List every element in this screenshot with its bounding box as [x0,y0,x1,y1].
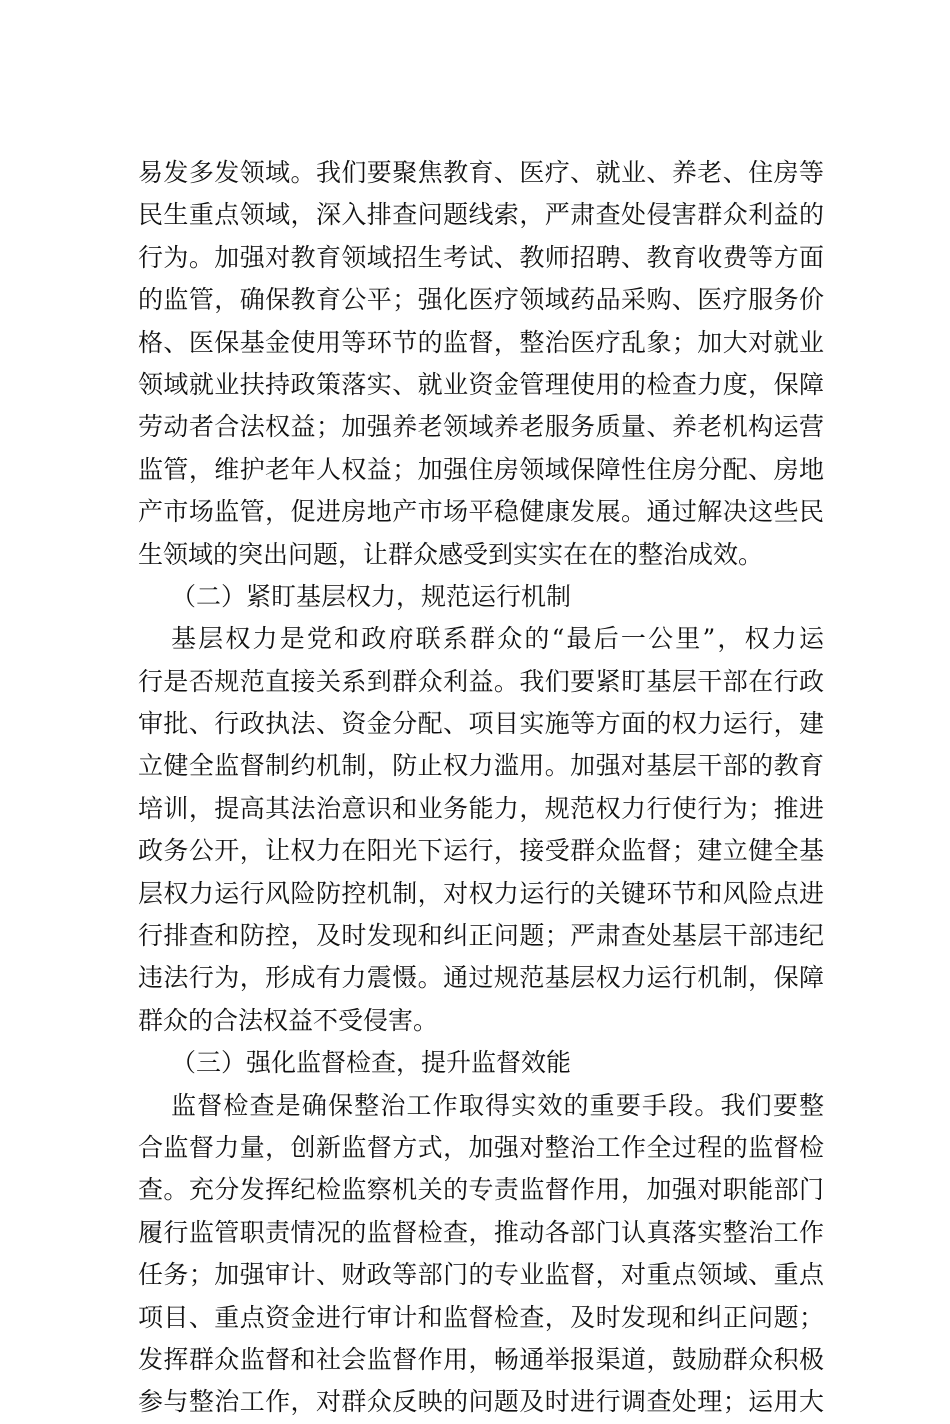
paragraph-line: 参与整治工作，对群众反映的问题及时进行调查处理；运用大 [138,1387,824,1417]
paragraph-line: 格、医保基金使用等环节的监督，整治医疗乱象；加大对就业 [138,327,824,357]
paragraph-line: 查。充分发挥纪检监察机关的专责监督作用，加强对职能部门 [138,1175,824,1205]
paragraph-line: 政务公开，让权力在阳光下运行，接受群众监督；建立健全基 [138,836,824,866]
document-body [138,152,824,1424]
paragraph-line: 行排查和防控，及时发现和纠正问题；严肃查处基层干部违纪 [138,921,824,951]
paragraph-line: 的监管，确保教育公平；强化医疗领域药品采购、医疗服务价 [138,285,824,315]
paragraph-3 [138,1085,824,1424]
paragraph-line: 审批、行政执法、资金分配、项目实施等方面的权力运行，建 [138,709,824,739]
paragraph-1 [138,152,824,576]
paragraph-line: 履行监管职责情况的监督检查，推动各部门认真落实整治工作 [138,1217,824,1247]
paragraph-line: 领域就业扶持政策落实、就业资金管理使用的检查力度，保障 [138,369,824,399]
paragraph-line: 基层权力是党和政府联系群众的“最后一公里”，权力运 [171,624,824,654]
paragraph-line: 培训，提高其法治意识和业务能力，规范权力行使行为；推进 [138,793,824,823]
paragraph-line: 易发多发领域。我们要聚焦教育、医疗、就业、养老、住房等 [138,158,824,187]
paragraph-line: 违法行为，形成有力震慑。通过规范基层权力运行机制，保障 [138,963,824,993]
paragraph-line: 民生重点领域，深入排查问题线索，严肃查处侵害群众利益的 [138,200,824,230]
paragraph-line: 监管，维护老年人权益；加强住房领域保障性住房分配、房地 [138,454,824,484]
paragraph-line: 行为。加强对教育领域招生考试、教师招聘、教育收费等方面 [138,242,824,272]
paragraph-line: 项目、重点资金进行审计和监督检查，及时发现和纠正问题； [138,1302,824,1332]
section-heading-3: （三）强化监督检查，提升监督效能 [171,1048,572,1078]
section-heading-2: （二）紧盯基层权力，规范运行机制 [171,581,572,611]
paragraph-2 [138,618,824,1042]
paragraph-line: 立健全监督制约机制，防止权力滥用。加强对基层干部的教育 [138,751,824,781]
paragraph-line: 监督检查是确保整治工作取得实效的重要手段。我们要整 [171,1090,824,1120]
paragraph-line: 发挥群众监督和社会监督作用，畅通举报渠道，鼓励群众积极 [138,1344,824,1374]
paragraph-line: 劳动者合法权益；加强养老领域养老服务质量、养老机构运营 [138,412,824,442]
paragraph-line: 产市场监管，促进房地产市场平稳健康发展。通过解决这些民 [138,497,824,527]
paragraph-line: 合监督力量，创新监督方式，加强对整治工作全过程的监督检 [138,1132,824,1162]
paragraph-line: 生领域的突出问题，让群众感受到实实在在的整治成效。 [138,539,764,569]
paragraph-line: 行是否规范直接关系到群众利益。我们要紧盯基层干部在行政 [138,666,824,696]
paragraph-line: 任务；加强审计、财政等部门的专业监督，对重点领域、重点 [138,1260,824,1290]
paragraph-line: 群众的合法权益不受侵害。 [138,1005,439,1035]
paragraph-line: 层权力运行风险防控机制，对权力运行的关键环节和风险点进 [138,878,824,908]
